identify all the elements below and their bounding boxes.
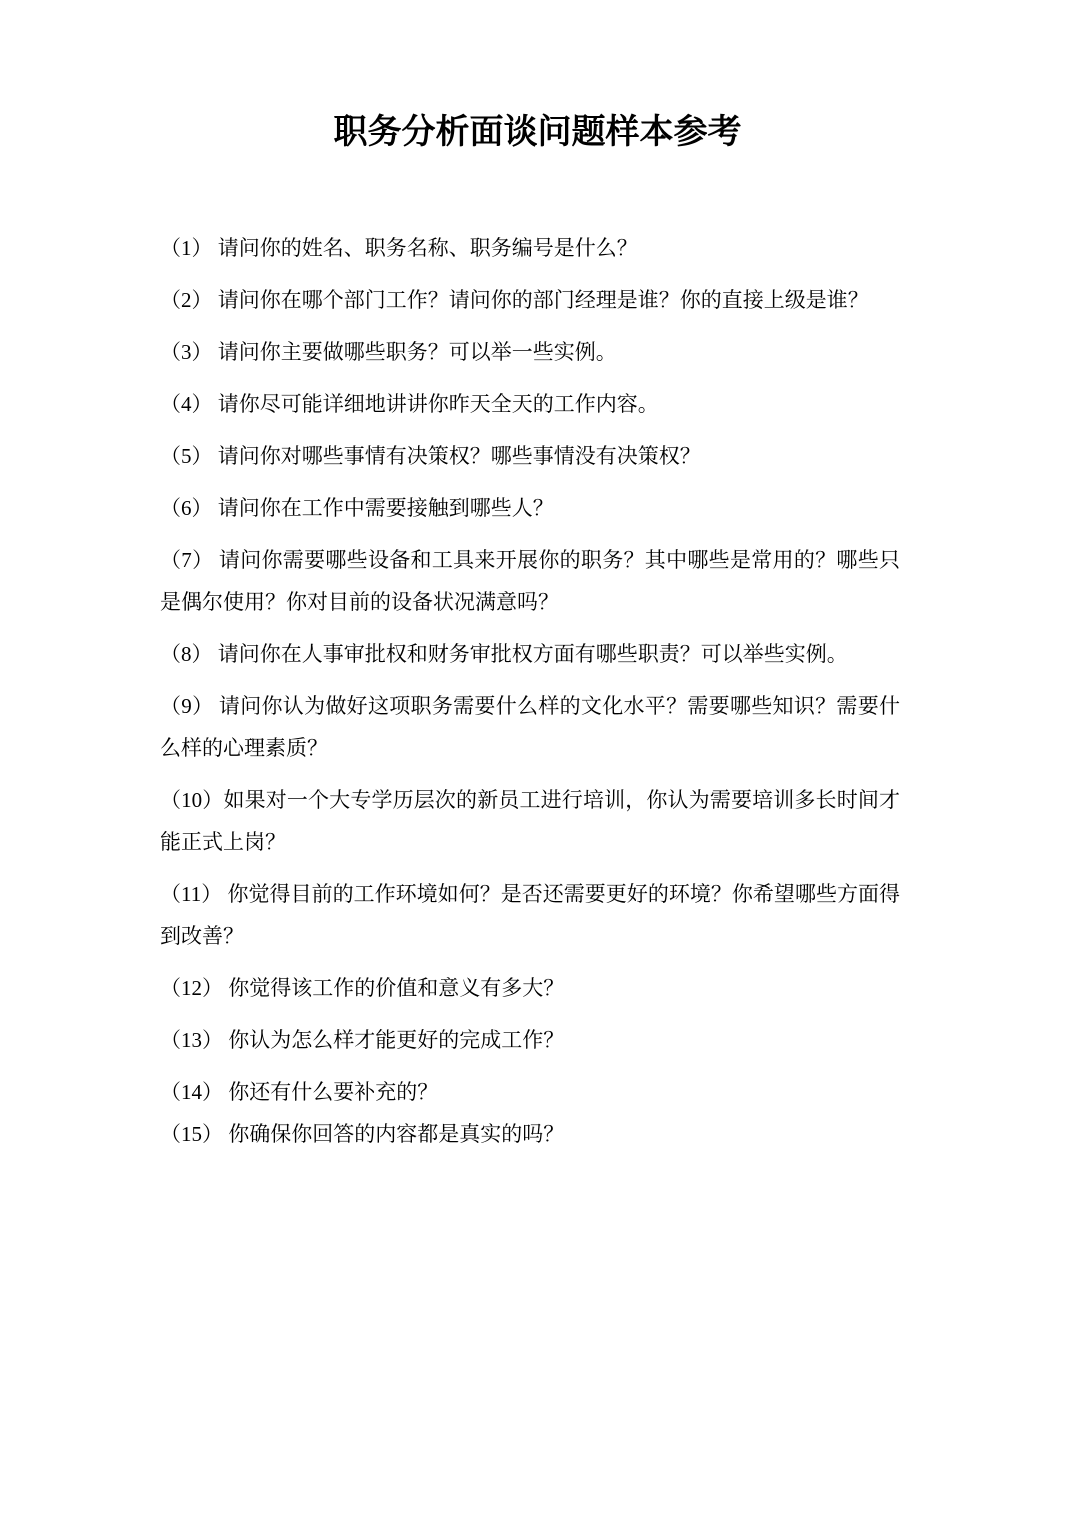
question-item-3: （3） 请问你主要做哪些职务？可以举一些实例。 (160, 340, 617, 364)
question-item-7: （7） 请问你需要哪些设备和工具来开展你的职务？其中哪些是常用的？哪些只是偶尔使用？你对目前的设备状况满意吗？ (160, 548, 900, 614)
question-item-8: （8） 请问你在人事审批权和财务审批权方面有哪些职责？可以举些实例。 (160, 642, 848, 666)
question-item-12: （12） 你觉得该工作的价值和意义有多大？ (160, 976, 565, 1000)
question-item-13: （13） 你认为怎么样才能更好的完成工作？ (160, 1028, 565, 1052)
question-item-11: （11） 你觉得目前的工作环境如何？是否还需要更好的环境？你希望哪些方面得到改善？ (160, 882, 900, 948)
question-item-14: （14） 你还有什么要补充的？ (160, 1080, 439, 1104)
question-item-9: （9） 请问你认为做好这项职务需要什么样的文化水平？需要哪些知识？需要什么样的心理素质？ (160, 694, 900, 760)
question-item-6: （6） 请问你在工作中需要接触到哪些人？ (160, 496, 554, 520)
question-item-1: （1） 请问你的姓名、职务名称、职务编号是什么？ (160, 236, 638, 260)
question-item-2: （2） 请问你在哪个部门工作？请问你的部门经理是谁？你的直接上级是谁？ (160, 288, 869, 312)
question-item-5: （5） 请问你对哪些事情有决策权？哪些事情没有决策权？ (160, 444, 701, 468)
question-item-4: （4） 请你尽可能详细地讲讲你昨天全天的工作内容。 (160, 392, 659, 416)
question-list (160, 227, 900, 1155)
question-item-15: （15） 你确保你回答的内容都是真实的吗？ (160, 1122, 565, 1146)
document-title: 职务分析面谈问题样本参考 (333, 114, 742, 151)
question-item-10: （10）如果对一个大专学历层次的新员工进行培训，你认为需要培训多长时间才能正式上岗？ (160, 788, 900, 854)
